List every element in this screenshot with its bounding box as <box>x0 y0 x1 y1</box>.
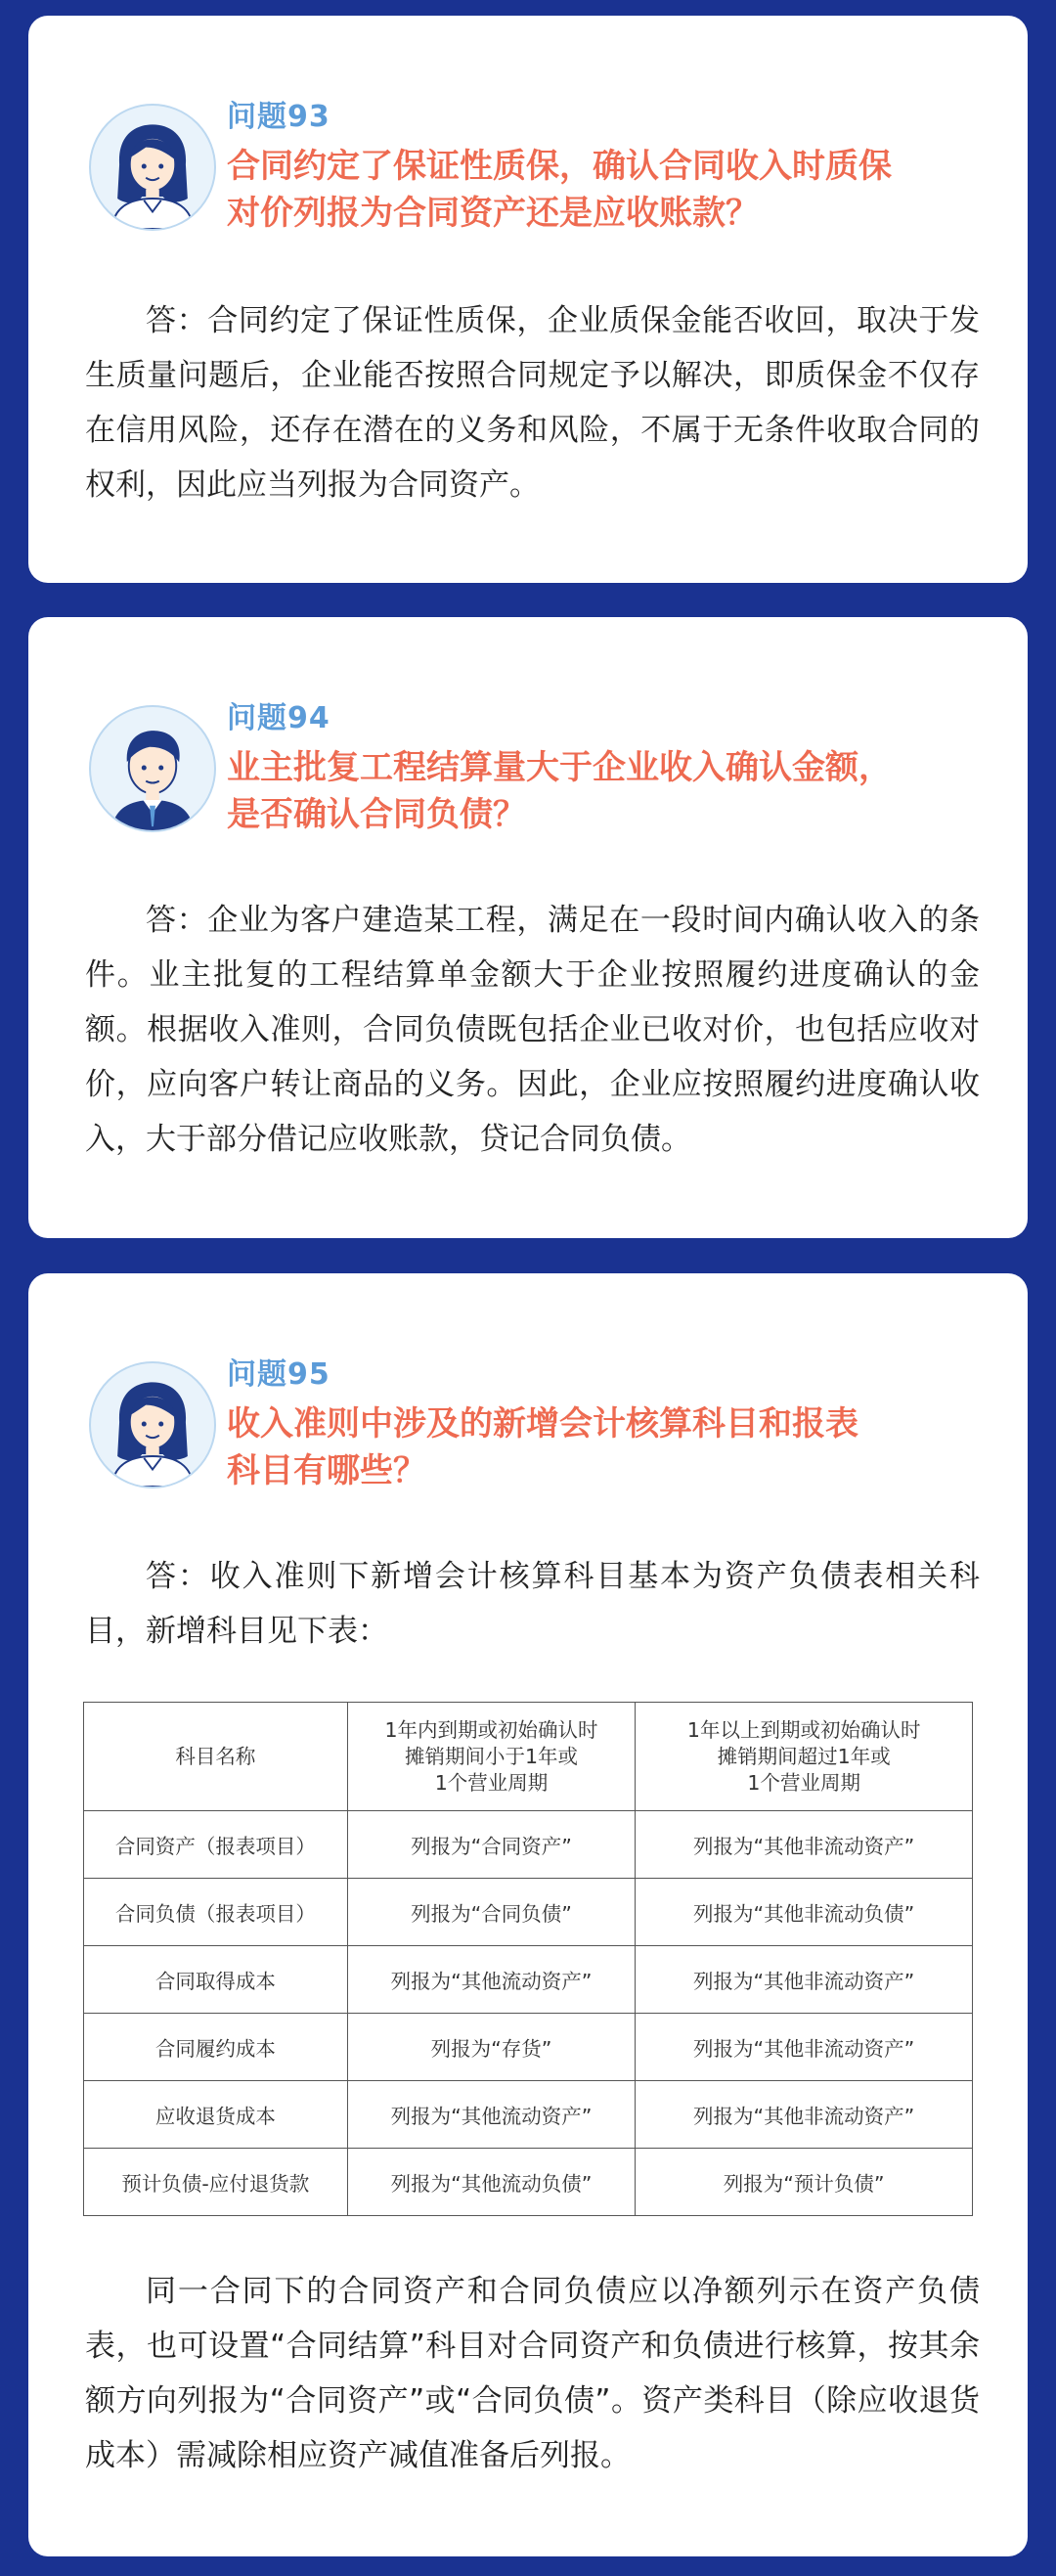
table-header-line: 1年以上到期或初始确认时 <box>686 1717 921 1742</box>
table-cell: 列报为“合同负债” <box>347 1879 636 1946</box>
table-cell: 列报为“其他非流动资产” <box>636 2081 973 2149</box>
question-title-line: 合同约定了保证性质保，确认合同收入时质保 <box>227 147 892 186</box>
table-row <box>84 1946 973 2014</box>
table-row <box>84 2081 973 2149</box>
table-row <box>84 2014 973 2081</box>
table-cell: 列报为“存货” <box>347 2014 636 2081</box>
answer-text: 答：合同约定了保证性质保，企业质保金能否收回，取决于发生质量问题后，企业能否按照合同规定予以解决，即质保金不仅存在信用风险，还存在潜在的义务和风险，不属于无条件收取合同的权利，因此应当列报为合同资产。 <box>85 303 980 503</box>
question-title <box>227 1400 990 1494</box>
table-cell: 列报为“其他非流动资产” <box>636 1811 973 1879</box>
table-cell: 列报为“其他非流动资产” <box>636 1946 973 2014</box>
table-cell: 合同负债（报表项目） <box>84 1879 348 1946</box>
table-cell: 列报为“预计负债” <box>636 2149 973 2216</box>
question-title-line: 对价列报为合同资产还是应收账款？ <box>227 194 759 233</box>
table-cell: 列报为“其他流动负债” <box>347 2149 636 2216</box>
question-title-line: 业主批复工程结算量大于企业收入确认金额， <box>227 748 892 787</box>
woman-avatar-icon <box>89 104 216 231</box>
question-number: 问题93 <box>227 100 330 134</box>
table-row <box>84 2149 973 2216</box>
question-title <box>227 744 990 838</box>
question-card-93 <box>28 16 1028 583</box>
table-cell: 合同履约成本 <box>84 2014 348 2081</box>
question-title <box>227 143 990 237</box>
table-row <box>84 1811 973 1879</box>
table-cell: 列报为“其他流动资产” <box>347 1946 636 2014</box>
table-header-line: 1个营业周期 <box>434 1770 549 1795</box>
question-title-line: 是否确认合同负债？ <box>227 795 526 834</box>
man-avatar-icon <box>89 705 216 832</box>
table-header-line: 摊销期间超过1年或 <box>717 1744 891 1768</box>
table-header-line: 摊销期间小于1年或 <box>405 1744 579 1768</box>
table-header-line: 科目名称 <box>175 1744 256 1768</box>
table-header-row <box>84 1703 973 1811</box>
answer-text: 答：收入准则下新增会计核算科目基本为资产负债表相关科目，新增科目见下表： <box>85 1559 980 1649</box>
answer-text: 答：企业为客户建造某工程，满足在一段时间内确认收入的条件。业主批复的工程结算单金额大于企业按照履约进度确认的金额。根据收入准则，合同负债既包括企业已收对价，也包括应收对价，应向客户转让商品的义务。因此，企业应按照履约进度确认收入，大于部分借记应收账款，贷记合同负债。 <box>85 903 980 1157</box>
subjects-table <box>83 1702 973 2216</box>
woman-avatar-icon <box>89 1361 216 1488</box>
question-card-94 <box>28 617 1028 1238</box>
table-header-cell <box>84 1703 348 1811</box>
table-cell: 列报为“其他非流动资产” <box>636 2014 973 2081</box>
question-number: 问题94 <box>227 701 330 735</box>
question-number: 问题95 <box>227 1357 330 1392</box>
table-cell: 预计负债-应付退货款 <box>84 2149 348 2216</box>
table-header-cell <box>636 1703 973 1811</box>
table-header-cell <box>347 1703 636 1811</box>
table-header-line: 1个营业周期 <box>747 1770 860 1795</box>
question-title-line: 收入准则中涉及的新增会计核算科目和报表 <box>227 1404 858 1443</box>
table-row <box>84 1879 973 1946</box>
question-title-line: 科目有哪些？ <box>227 1451 426 1490</box>
question-card-95 <box>28 1273 1028 2556</box>
table-cell: 应收退货成本 <box>84 2081 348 2149</box>
table-cell: 列报为“其他流动资产” <box>347 2081 636 2149</box>
table-cell: 合同取得成本 <box>84 1946 348 2014</box>
table-cell: 合同资产（报表项目） <box>84 1811 348 1879</box>
table-cell: 列报为“其他非流动负债” <box>636 1879 973 1946</box>
footer-text: 同一合同下的合同资产和合同负债应以净额列示在资产负债表，也可设置“合同结算”科目对合同资产和负债进行核算，按其余额方向列报为“合同资产”或“合同负债”。资产类科目（除应收退货成本）需减除相应资产减值准备后列报。 <box>85 2274 980 2473</box>
table-cell: 列报为“合同资产” <box>347 1811 636 1879</box>
table-header-line: 1年内到期或初始确认时 <box>384 1717 598 1742</box>
